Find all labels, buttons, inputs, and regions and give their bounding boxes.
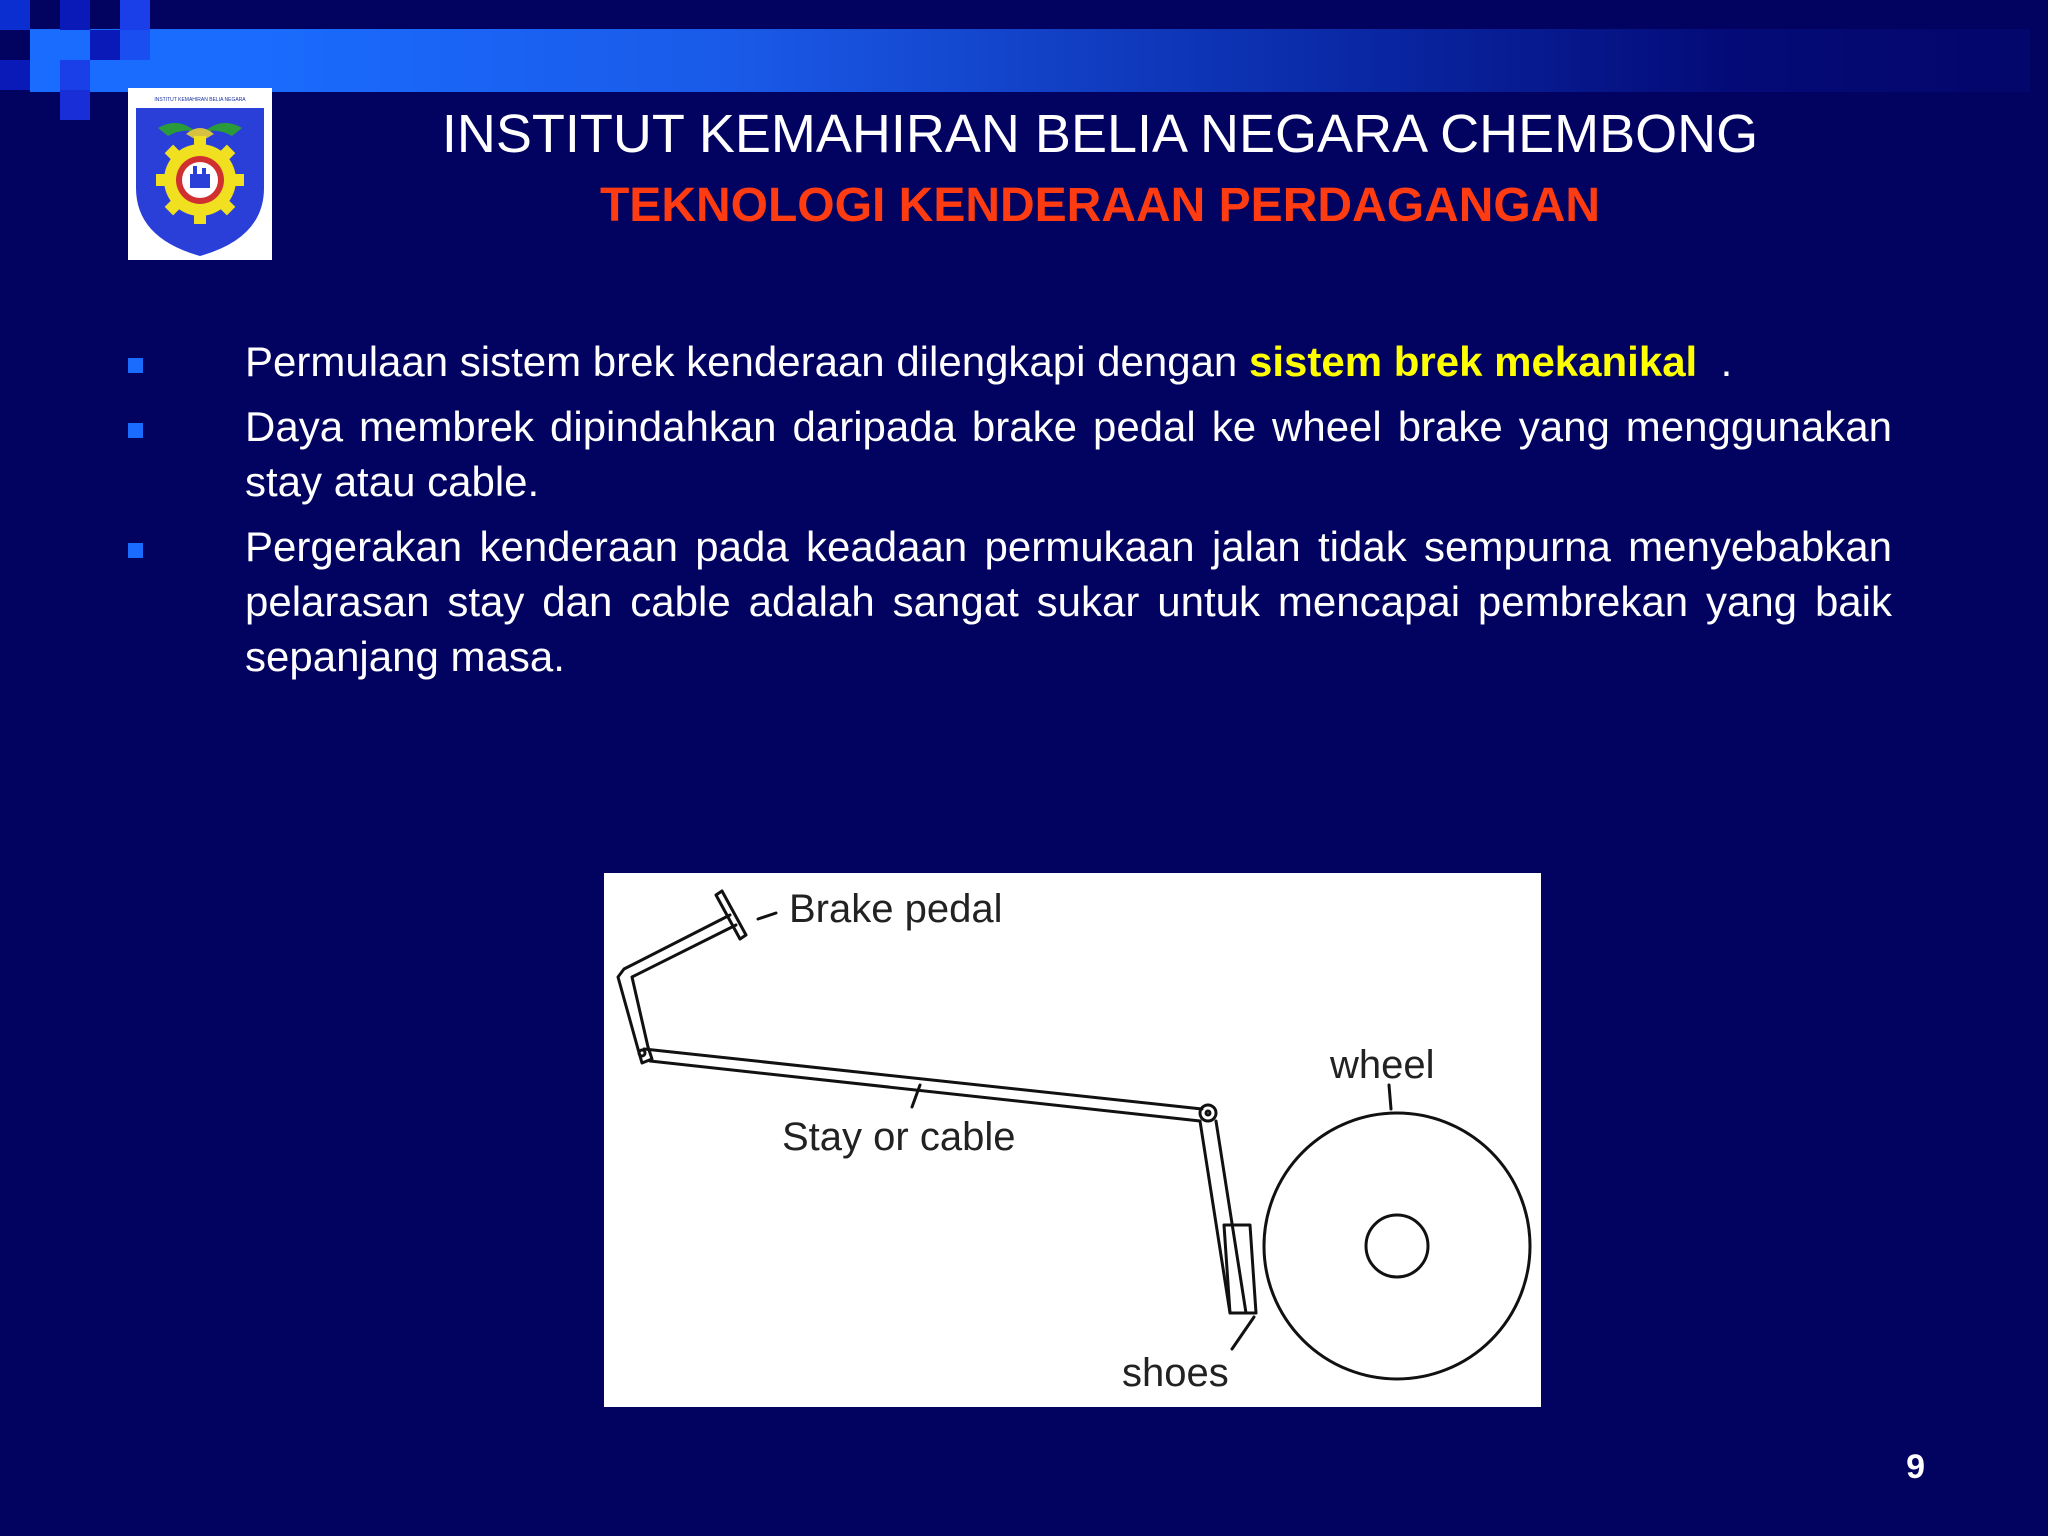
shoe-lever	[1200, 1121, 1246, 1313]
deco-square	[120, 30, 150, 60]
bullet-marker	[128, 423, 143, 438]
brake-pedal-lever	[618, 915, 736, 1049]
page-subtitle: TEKNOLOGI KENDERAAN PERDAGANGAN	[599, 179, 1601, 232]
bullet-highlight: sistem brek mekanikal	[1248, 338, 1698, 385]
label-shoes: shoes	[1122, 1351, 1229, 1395]
mechanical-brake-diagram	[604, 873, 1541, 1407]
label-wheel: wheel	[1330, 1043, 1435, 1087]
logo-text: INSTITUT KEMAHIRAN BELIA NEGARA	[154, 97, 246, 103]
deco-square	[0, 60, 30, 90]
bullet-text: Pergerakan kenderaan pada keadaan permukaan jalan tidak sempurna menyebabkan pelarasan stay dan cable adalah sangat sukar untuk mencapai pembrekan yang baik sepanjang masa.	[245, 523, 1892, 680]
deco-square	[90, 30, 120, 60]
bullet-text: Daya membrek dipindahkan daripada brake pedal ke wheel brake yang menggunakan stay atau cable.	[245, 403, 1892, 505]
bullet-list	[128, 334, 1892, 694]
bullet-text: Permulaan sistem brek kenderaan dilengkapi dengan	[245, 338, 1249, 385]
stay-cable	[644, 1049, 1202, 1121]
wheel-outline	[1264, 1113, 1530, 1379]
deco-square	[60, 60, 90, 90]
label-brake-pedal: Brake pedal	[789, 887, 1003, 931]
bullet-text-end: .	[1697, 338, 1733, 385]
deco-square	[120, 0, 150, 30]
deco-square	[30, 30, 60, 60]
deco-square	[60, 90, 90, 120]
institute-logo	[128, 88, 272, 260]
bullet-item	[128, 519, 1892, 684]
header-banner	[30, 29, 2030, 92]
wheel-hub	[1366, 1215, 1428, 1277]
deco-square	[60, 0, 90, 30]
bullet-marker	[128, 543, 143, 558]
deco-square	[0, 0, 30, 30]
page-number: 9	[1906, 1448, 1925, 1486]
label-stay-or-cable: Stay or cable	[782, 1115, 1016, 1159]
bullet-item	[128, 399, 1892, 509]
page-title: INSTITUT KEMAHIRAN BELIA NEGARA CHEMBONG	[441, 104, 1759, 164]
bullet-marker	[128, 358, 143, 373]
bullet-item	[128, 334, 1892, 389]
